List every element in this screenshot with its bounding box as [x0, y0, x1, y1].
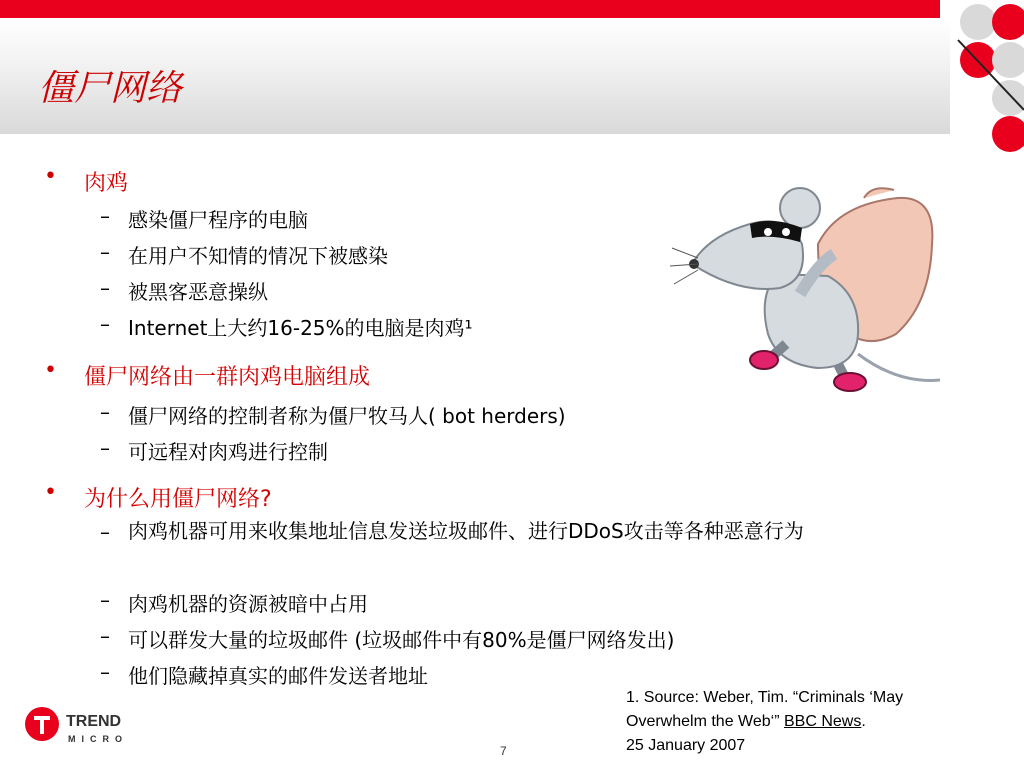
- svg-text:TREND: TREND: [66, 713, 122, 730]
- bullet-marker: •: [44, 480, 57, 505]
- rat-thief-illustration-icon: [668, 184, 940, 396]
- trend-micro-logo-icon: [24, 704, 144, 748]
- bullet-1-label: 肉鸡: [84, 171, 129, 196]
- bullet-2-label: 僵尸网络由一群肉鸡电脑组成: [84, 365, 371, 390]
- slide-title: 僵尸网络: [38, 68, 183, 109]
- bullet-3-label: 为什么用僵尸网络?: [84, 487, 272, 512]
- bbc-news-link[interactable]: BBC News: [783, 713, 862, 730]
- decorative-circles-icon: [940, 0, 1024, 160]
- bullet-marker: •: [44, 358, 57, 383]
- page-number: 7: [500, 744, 507, 758]
- svg-text:MICRO: MICRO: [68, 734, 128, 744]
- bullet-marker: •: [44, 164, 57, 189]
- footnote: 1. Source: Weber, Tim. “Criminals ‘May Overwhelm the Web‘” BBC News. 25 January 2007: [626, 689, 904, 754]
- top-red-bar: [0, 0, 940, 18]
